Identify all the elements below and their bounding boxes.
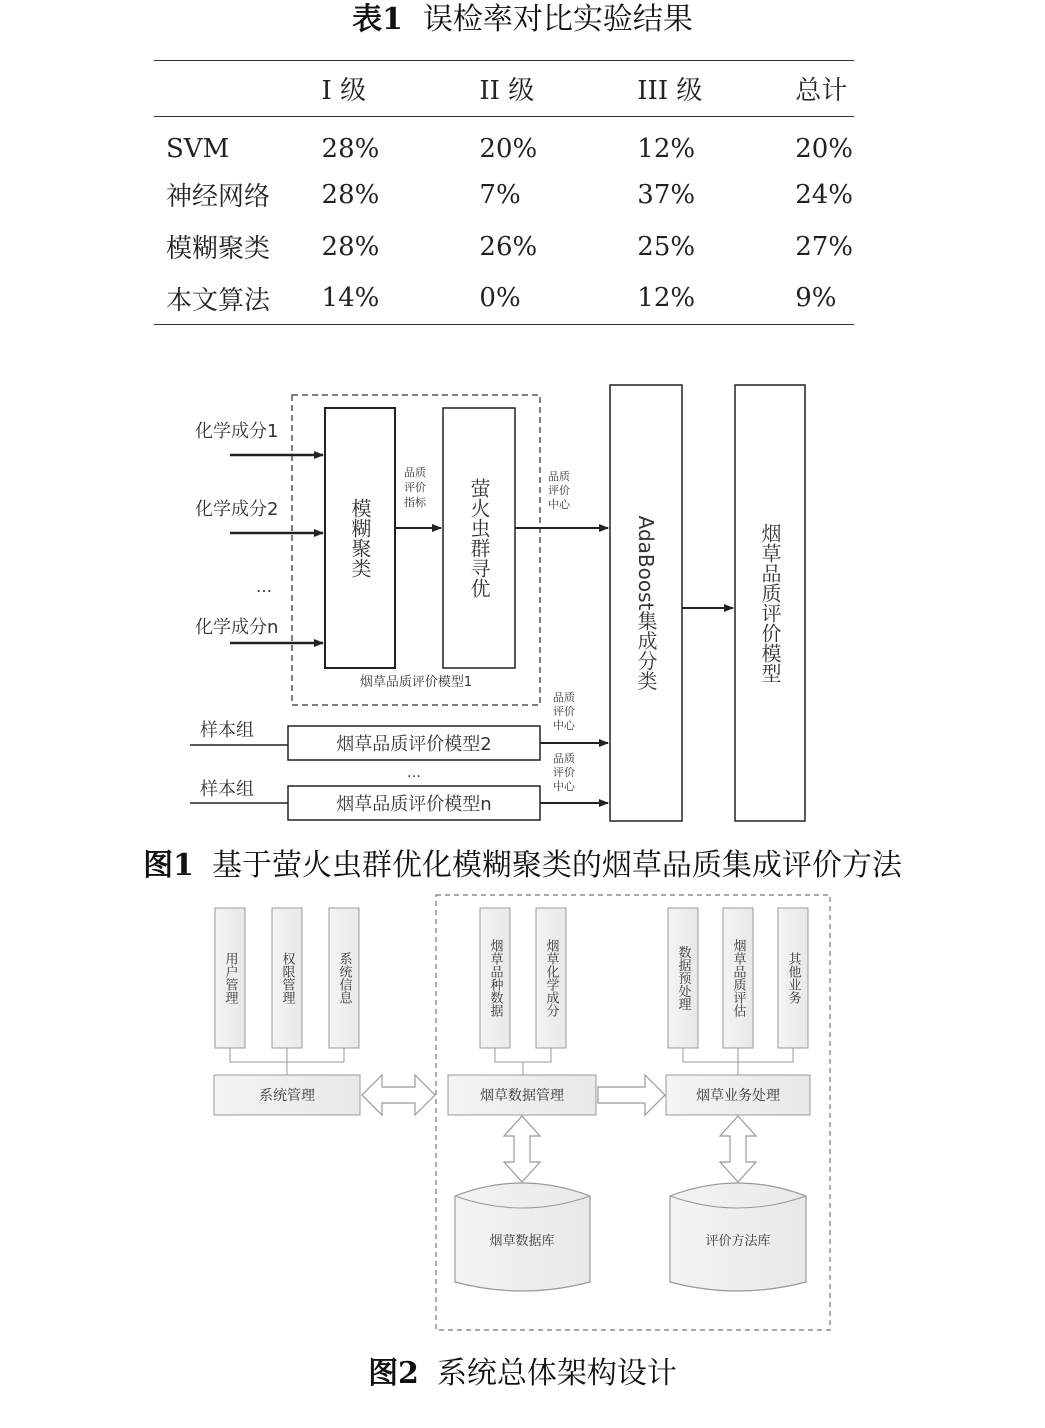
method-db-label: 评价方法库 bbox=[705, 1234, 771, 1249]
firefly-label: 萤火虫群寻优 bbox=[467, 478, 491, 598]
table-title-text: 误检率对比实验结果 bbox=[422, 2, 693, 37]
connector bbox=[683, 1048, 793, 1075]
figure1-diagram bbox=[0, 370, 1045, 830]
method-cell: 模糊聚类 bbox=[166, 234, 271, 264]
figure2-diagram bbox=[0, 890, 1045, 1340]
value-cell: 12% bbox=[637, 283, 696, 314]
header-cell: II 级 bbox=[479, 76, 535, 106]
fuzzy-clustering-label: 模糊聚类 bbox=[348, 498, 372, 578]
arrow-label: 评价 bbox=[548, 484, 570, 497]
sample-group-label: 样本组 bbox=[200, 720, 254, 741]
value-cell: 9% bbox=[795, 283, 837, 314]
input-label: 化学成分n bbox=[195, 617, 279, 638]
biz-proc-label: 烟草业务处理 bbox=[696, 1088, 780, 1104]
method-cell: 神经网络 bbox=[166, 182, 271, 212]
table-header-row bbox=[154, 61, 854, 117]
tobacco-db-label: 烟草数据库 bbox=[489, 1234, 555, 1249]
modeln-label: 烟草品质评价模型n bbox=[336, 794, 492, 815]
sample-group-label: 样本组 bbox=[200, 779, 254, 800]
value-cell: 37% bbox=[637, 179, 696, 210]
arrow-label: 中心 bbox=[553, 719, 575, 732]
module-label: 烟草化学成分 bbox=[543, 939, 559, 1017]
table-row bbox=[154, 169, 854, 221]
table-title bbox=[0, 0, 1045, 40]
figure2-number: 图2 bbox=[368, 1356, 419, 1391]
figure2-caption bbox=[0, 1348, 1045, 1392]
header-cell bbox=[154, 61, 308, 117]
value-cell: 20% bbox=[479, 134, 538, 165]
adaboost-label: AdaBoost集成分类 bbox=[634, 515, 658, 691]
arrow-label: 品质 bbox=[404, 466, 426, 479]
table-row bbox=[154, 117, 854, 169]
model1-label: 烟草品质评价模型1 bbox=[359, 675, 473, 690]
value-cell: 14% bbox=[321, 283, 380, 314]
value-cell: 24% bbox=[795, 179, 853, 210]
header-cell: III 级 bbox=[637, 76, 703, 106]
module-label: 数据预处理 bbox=[675, 945, 691, 1011]
arrow-label: 中心 bbox=[548, 498, 570, 511]
header-cell: I 级 bbox=[321, 76, 367, 106]
arrow-label: 品质 bbox=[548, 470, 570, 483]
figure1-caption bbox=[0, 840, 1045, 884]
model2-label: 烟草品质评价模型2 bbox=[336, 734, 492, 755]
connector bbox=[495, 1048, 551, 1075]
sys-mgmt-label: 系统管理 bbox=[259, 1088, 315, 1104]
final-model-label: 烟草品质评价模型 bbox=[758, 523, 782, 683]
value-cell: 28% bbox=[321, 231, 380, 262]
arrow-label: 评价 bbox=[553, 705, 575, 718]
db-arrow bbox=[504, 1116, 540, 1182]
table-row bbox=[154, 221, 854, 273]
module-label: 其他业务 bbox=[785, 952, 801, 1004]
bidirectional-arrow bbox=[362, 1075, 435, 1115]
input-ellipsis: … bbox=[256, 577, 272, 596]
header-cell: 总计 bbox=[795, 76, 848, 106]
flow-arrow bbox=[598, 1075, 665, 1115]
value-cell: 20% bbox=[795, 134, 853, 165]
db-arrow bbox=[720, 1116, 756, 1182]
value-cell: 28% bbox=[321, 134, 380, 165]
input-label: 化学成分2 bbox=[195, 499, 279, 520]
method-cell: 本文算法 bbox=[166, 285, 271, 316]
module-label: 烟草品种数据 bbox=[487, 939, 503, 1017]
module-label: 烟草品质评估 bbox=[730, 939, 746, 1017]
module-label: 系统信息 bbox=[336, 952, 352, 1004]
value-cell: 7% bbox=[479, 179, 521, 210]
table-row bbox=[154, 273, 854, 325]
input-label: 化学成分1 bbox=[195, 421, 279, 442]
value-cell: 26% bbox=[479, 231, 538, 262]
connector bbox=[230, 1048, 344, 1075]
value-cell: 28% bbox=[321, 179, 380, 210]
method-cell: SVM bbox=[166, 134, 230, 165]
table-number: 表1 bbox=[352, 2, 403, 37]
module-label: 权限管理 bbox=[279, 952, 295, 1004]
arrow-label: 指标 bbox=[404, 496, 426, 509]
data-mgmt-label: 烟草数据管理 bbox=[480, 1088, 564, 1104]
value-cell: 25% bbox=[637, 231, 696, 262]
figure2-caption-text: 系统总体架构设计 bbox=[436, 1356, 677, 1391]
value-cell: 12% bbox=[637, 134, 696, 165]
figure1-caption-text: 基于萤火虫群优化模糊聚类的烟草品质集成评价方法 bbox=[211, 848, 902, 883]
model-ellipsis: … bbox=[407, 765, 421, 781]
results-table bbox=[154, 60, 854, 325]
arrow-label: 评价 bbox=[553, 766, 575, 779]
value-cell: 0% bbox=[479, 283, 521, 314]
arrow-label: 中心 bbox=[553, 780, 575, 793]
arrow-label: 品质 bbox=[553, 752, 575, 765]
figure1-number: 图1 bbox=[143, 848, 194, 883]
arrow-label: 品质 bbox=[553, 691, 575, 704]
module-label: 用户管理 bbox=[222, 952, 238, 1004]
arrow-label: 评价 bbox=[404, 481, 426, 494]
value-cell: 27% bbox=[795, 231, 853, 262]
